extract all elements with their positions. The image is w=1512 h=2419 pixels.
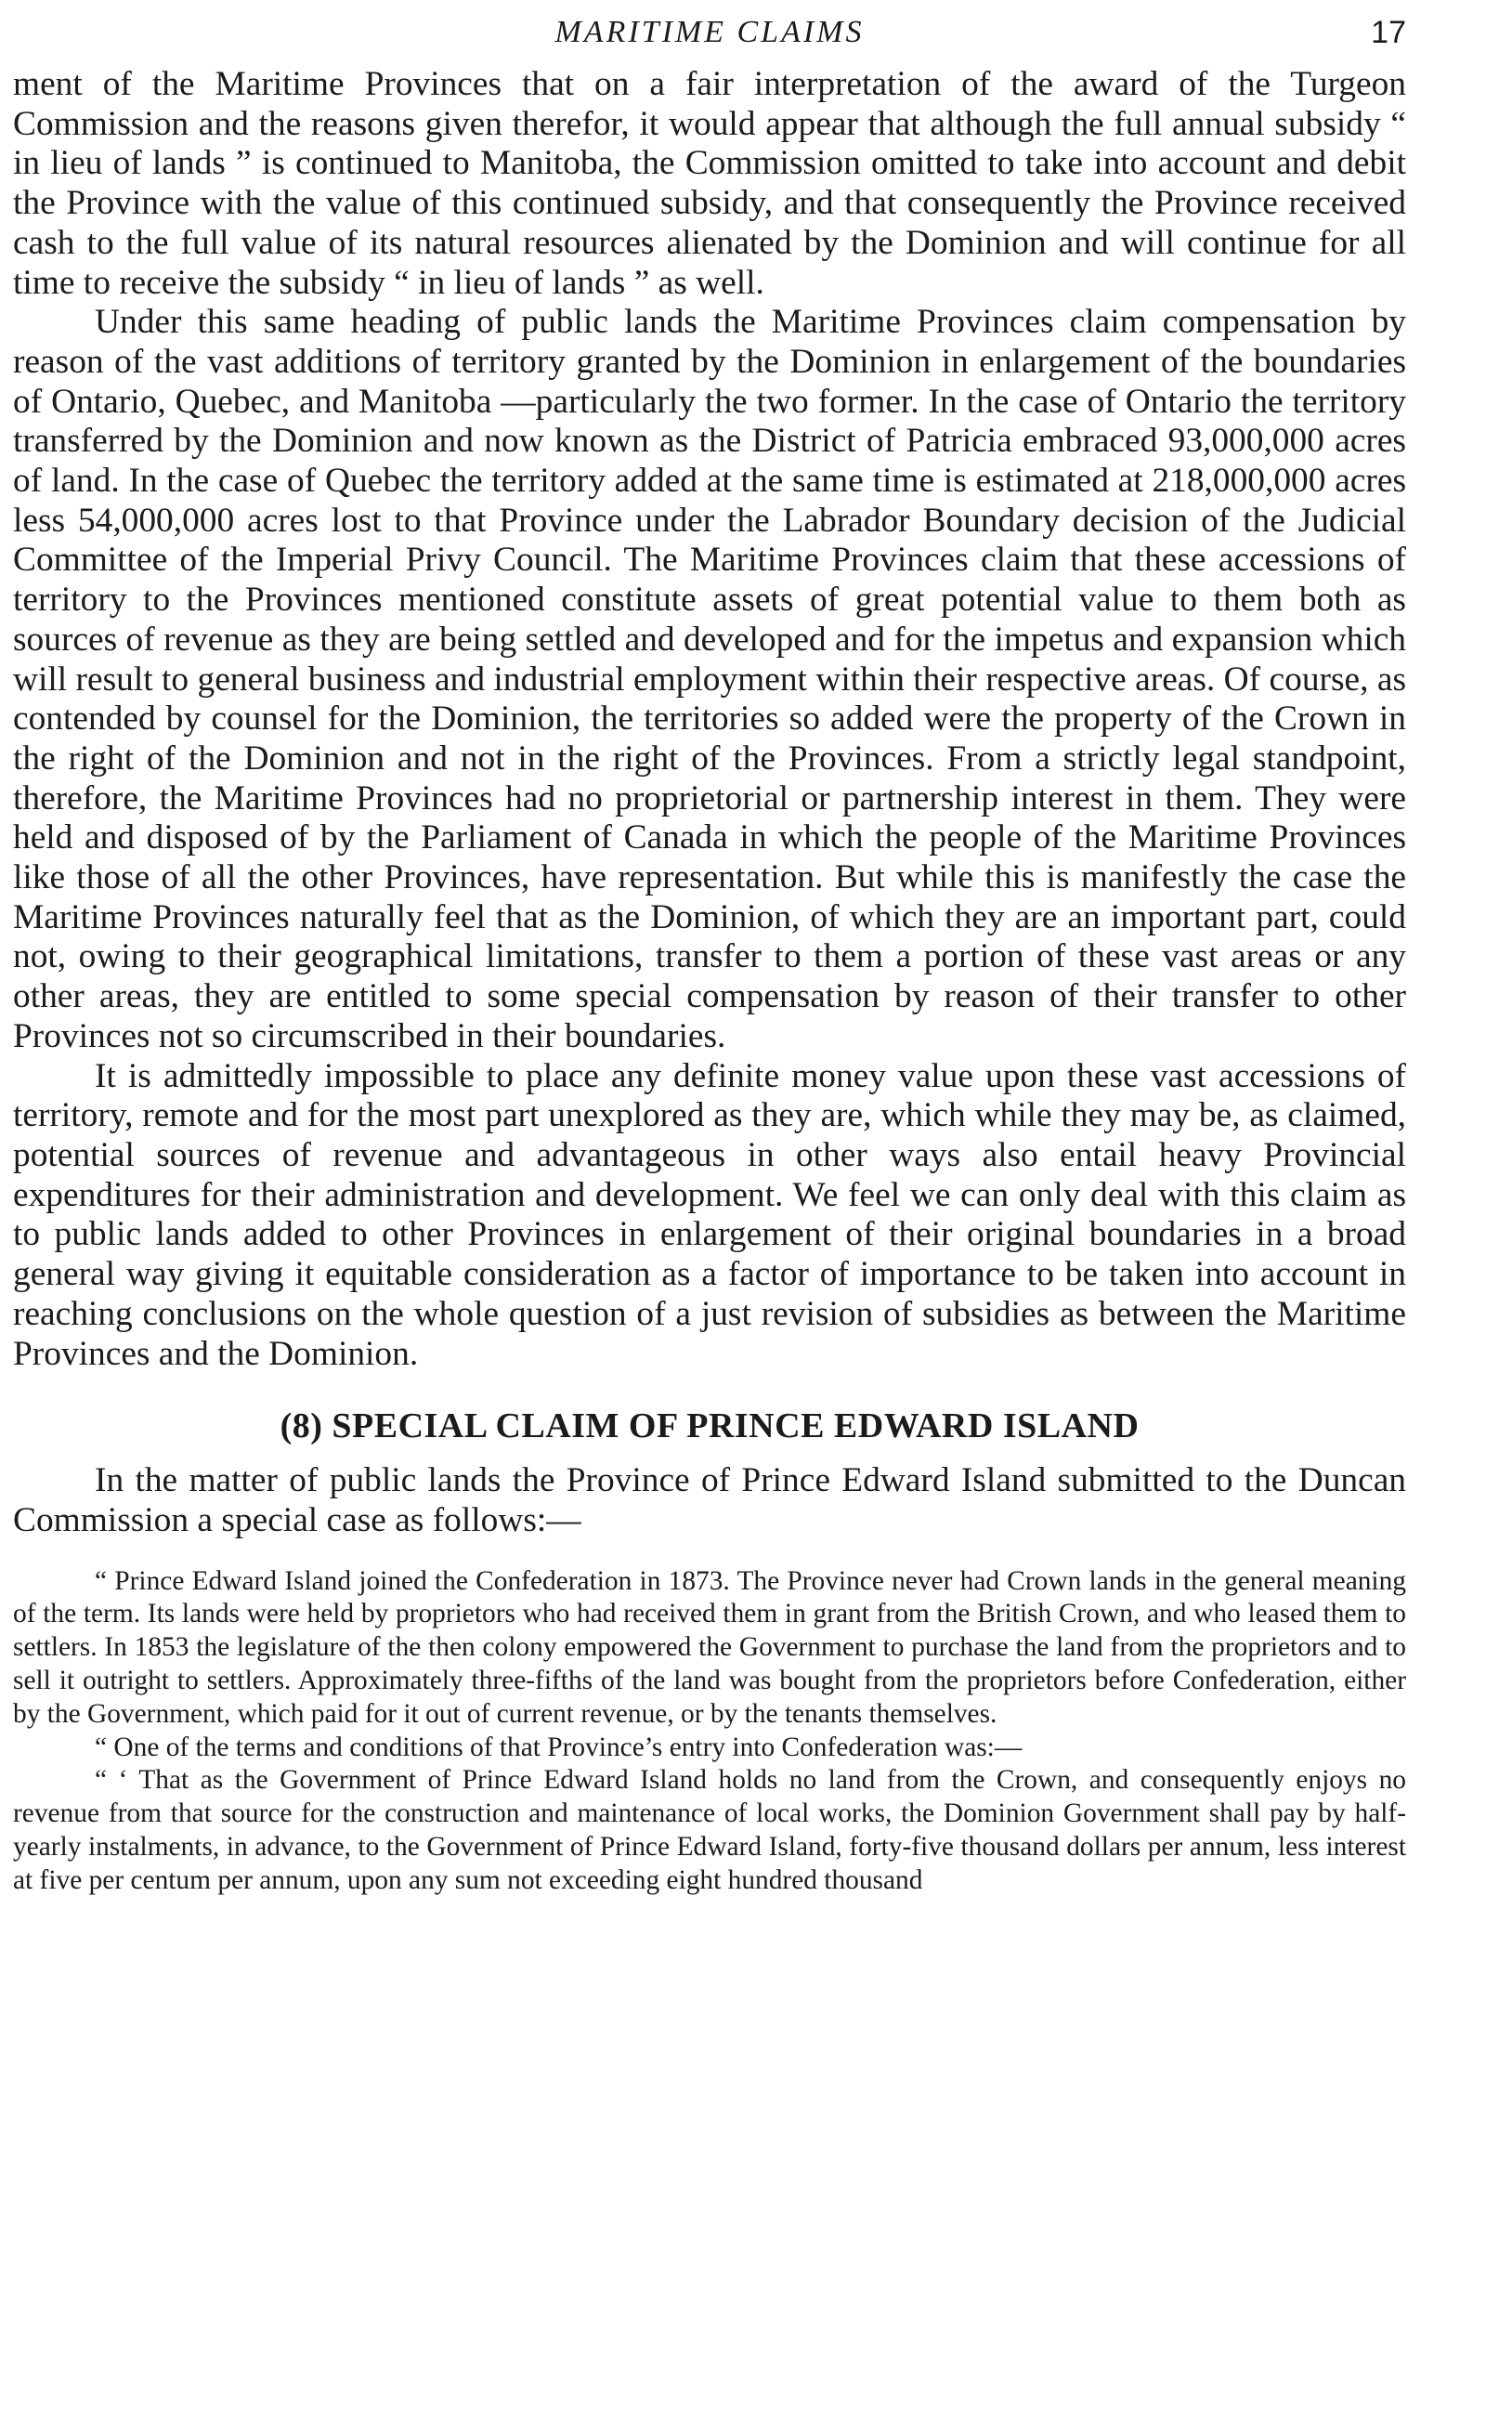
page-number: 17 <box>1371 15 1406 50</box>
quote-paragraph-terms: “ One of the terms and conditions of that Province’s entry into Confederation was:— <box>95 1732 1023 1762</box>
running-title: MARITIME CLAIMS <box>554 15 865 49</box>
section-heading: (8) SPECIAL CLAIM OF PRINCE EDWARD ISLAND <box>280 1406 1140 1446</box>
body-paragraph-continued: ment of the Maritime Provinces that on a fair interpretation of the award of the Turgeon Commission and the reasons given therefor, it would appear that although the full annual subsidy “ in lieu of lands ” is continued to Manitoba, the Commission omitted to take into account and debit the Province with the value of this continued subsidy, and that consequently the Province received cash to the full value of its natural resources alienated by the Dominion and will continue for all time to receive the subsidy “ in lieu of lands ” as well. <box>13 65 1406 302</box>
quote-paragraph-payment: “ ‘ That as the Government of Prince Edward Island holds no land from the Crown, and consequently enjoys no revenue from that source for the construction and maintenance of local works, the Dominion Government shall pay by half-yearly instalments, in advance, to the Government of Prince Edward Island, forty-five thousand dollars per annum, less interest at five per centum per annum, upon any sum not exceeding eight hundred thousand <box>13 1765 1406 1895</box>
running-head <box>13 0 1406 65</box>
body-paragraph-pei-intro: In the matter of public lands the Province of Prince Edward Island submitted to the Duncan Commission a special case as follows:— <box>13 1461 1406 1539</box>
document-page <box>13 0 1406 1898</box>
quote-paragraph-pei-history: “ Prince Edward Island joined the Confederation in 1873. The Province never had Crown lands in the general meaning of the term. Its lands were held by proprietors who had received them in grant from the British Crown, and who leased them to settlers. In 1853 the legislature of the then colony empowered the Government to purchase the land from the proprietors and to sell it outright to settlers. Approximately three-fifths of the land was bought from the proprietors before Confederation, either by the Government, which paid for it out of current revenue, or by the tenants themselves. <box>13 1565 1406 1729</box>
body-paragraph-public-lands: Under this same heading of public lands the Maritime Provinces claim compensation by reason of the vast additions of territory granted by the Dominion in enlargement of the boundaries of Ontario, Quebec, and Manitoba —particularly the two former. In the case of Ontario the territory transferred by the Dominion and now known as the District of Patricia embraced 93,000,000 acres of land. In the case of Quebec the territory added at the same time is estimated at 218,000,000 acres less 54,000,000 acres lost to that Province under the Labrador Boundary decision of the Judicial Committee of the Imperial Privy Council. The Maritime Provinces claim that these accessions of territory to the Provinces mentioned constitute assets of great potential value to them both as sources of revenue as they are being settled and developed and for the impetus and expansion which will result to general business and industrial employment within their respective areas. Of course, as contended by counsel for the Dominion, the territories so added were the property of the Crown in the right of the Dominion and not in the right of the Provinces. From a strictly legal standpoint, therefore, the Maritime Provinces had no proprietorial or partnership interest in them. They were held and disposed of by the Parliament of Canada in which the people of the Maritime Provinces like those of all the other Provinces, have representation. But while this is manifestly the case the Maritime Provinces naturally feel that as the Dominion, of which they are an important part, could not, owing to their geographical limitations, transfer to them a portion of these vast areas or any other areas, they are entitled to some special compensation by reason of their transfer to other Provinces not so circumscribed in their boundaries. <box>13 303 1406 1055</box>
body-paragraph-money-value: It is admittedly impossible to place any definite money value upon these vast accessions of territory, remote and for the most part unexplored as they are, which while they may be, as claimed, potential sources of revenue and advantageous in other ways also entail heavy Provincial expenditures for their administration and development. We feel we can only deal with this claim as to public lands added to other Provinces in enlargement of their original boundaries in a broad general way giving it equitable consideration as a factor of importance to be taken into account in reaching conclusions on the whole question of a just revision of subsidies as between the Maritime Provinces and the Dominion. <box>13 1056 1406 1373</box>
